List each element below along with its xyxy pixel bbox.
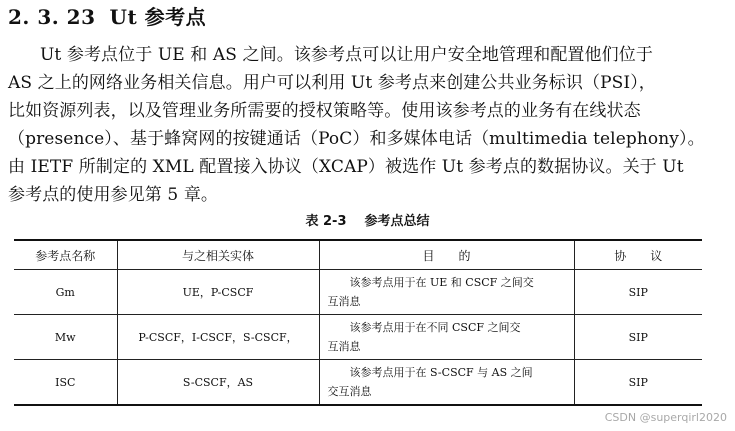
table-row: [14, 270, 702, 315]
cell-protocol: SIP: [574, 360, 702, 406]
purpose-line: 互消息: [327, 340, 361, 353]
cell-entities: UE，P-CSCF: [117, 270, 319, 315]
purpose-line: 该参考点用于在不同 CSCF 之间交: [349, 321, 521, 334]
header-reference-point-name: 参考点名称: [14, 240, 117, 270]
paragraph-line: 由 IETF 所制定的 XML 配置接入协议（XCAP）被选作 Ut 参考点的数据协议。关于 Ut: [8, 157, 684, 177]
paragraph-line: （presence）、基于蜂窝网的按键通话（PoC）和多媒体电话（multimedia telephony）。: [8, 129, 705, 149]
paragraph-line: 比如资源列表，以及管理业务所需要的授权策略等。使用该参考点的业务有在线状态: [8, 101, 641, 121]
purpose-line: 该参考点用于在 UE 和 CSCF 之间交: [349, 276, 534, 289]
cell-name: ISC: [14, 360, 117, 406]
reference-point-table: [14, 239, 702, 406]
purpose-line: 互消息: [327, 295, 361, 308]
paragraph-line: AS 之上的网络业务相关信息。用户可以利用 Ut 参考点来创建公共业务标识（PSI），: [8, 73, 656, 93]
cell-purpose: [319, 360, 574, 406]
header-related-entities: 与之相关实体: [117, 240, 319, 270]
table-header-row: [14, 240, 702, 270]
header-protocol: 协 议: [574, 240, 702, 270]
purpose-line: 交互消息: [327, 385, 372, 398]
cell-name: Gm: [14, 270, 117, 315]
body-paragraph: [8, 41, 730, 209]
cell-purpose: [319, 270, 574, 315]
paragraph-line: Ut 参考点位于 UE 和 AS 之间。该参考点可以让用户安全地管理和配置他们位于: [40, 45, 653, 65]
cell-purpose: [319, 315, 574, 360]
cell-entities: S-CSCF，AS: [117, 360, 319, 406]
cell-name: Mw: [14, 315, 117, 360]
table-row: [14, 360, 702, 406]
purpose-line: 该参考点用于在 S-CSCF 与 AS 之间: [349, 366, 533, 379]
cell-entities: P-CSCF，I-CSCF，S-CSCF，: [117, 315, 319, 360]
section-heading: [8, 4, 206, 30]
table-row: [14, 315, 702, 360]
table-caption-number: 表 2-3: [305, 214, 347, 229]
header-purpose: 目 的: [319, 240, 574, 270]
cell-protocol: SIP: [574, 270, 702, 315]
table-caption-title: 参考点总结: [364, 214, 430, 229]
watermark: CSDN @superqirl2020: [604, 411, 727, 424]
cell-protocol: SIP: [574, 315, 702, 360]
section-title: Ut 参考点: [109, 5, 207, 29]
table-caption: [0, 212, 735, 232]
paragraph-line: 参考点的使用参见第 5 章。: [8, 185, 219, 205]
section-number: 2. 3. 23: [8, 5, 96, 29]
